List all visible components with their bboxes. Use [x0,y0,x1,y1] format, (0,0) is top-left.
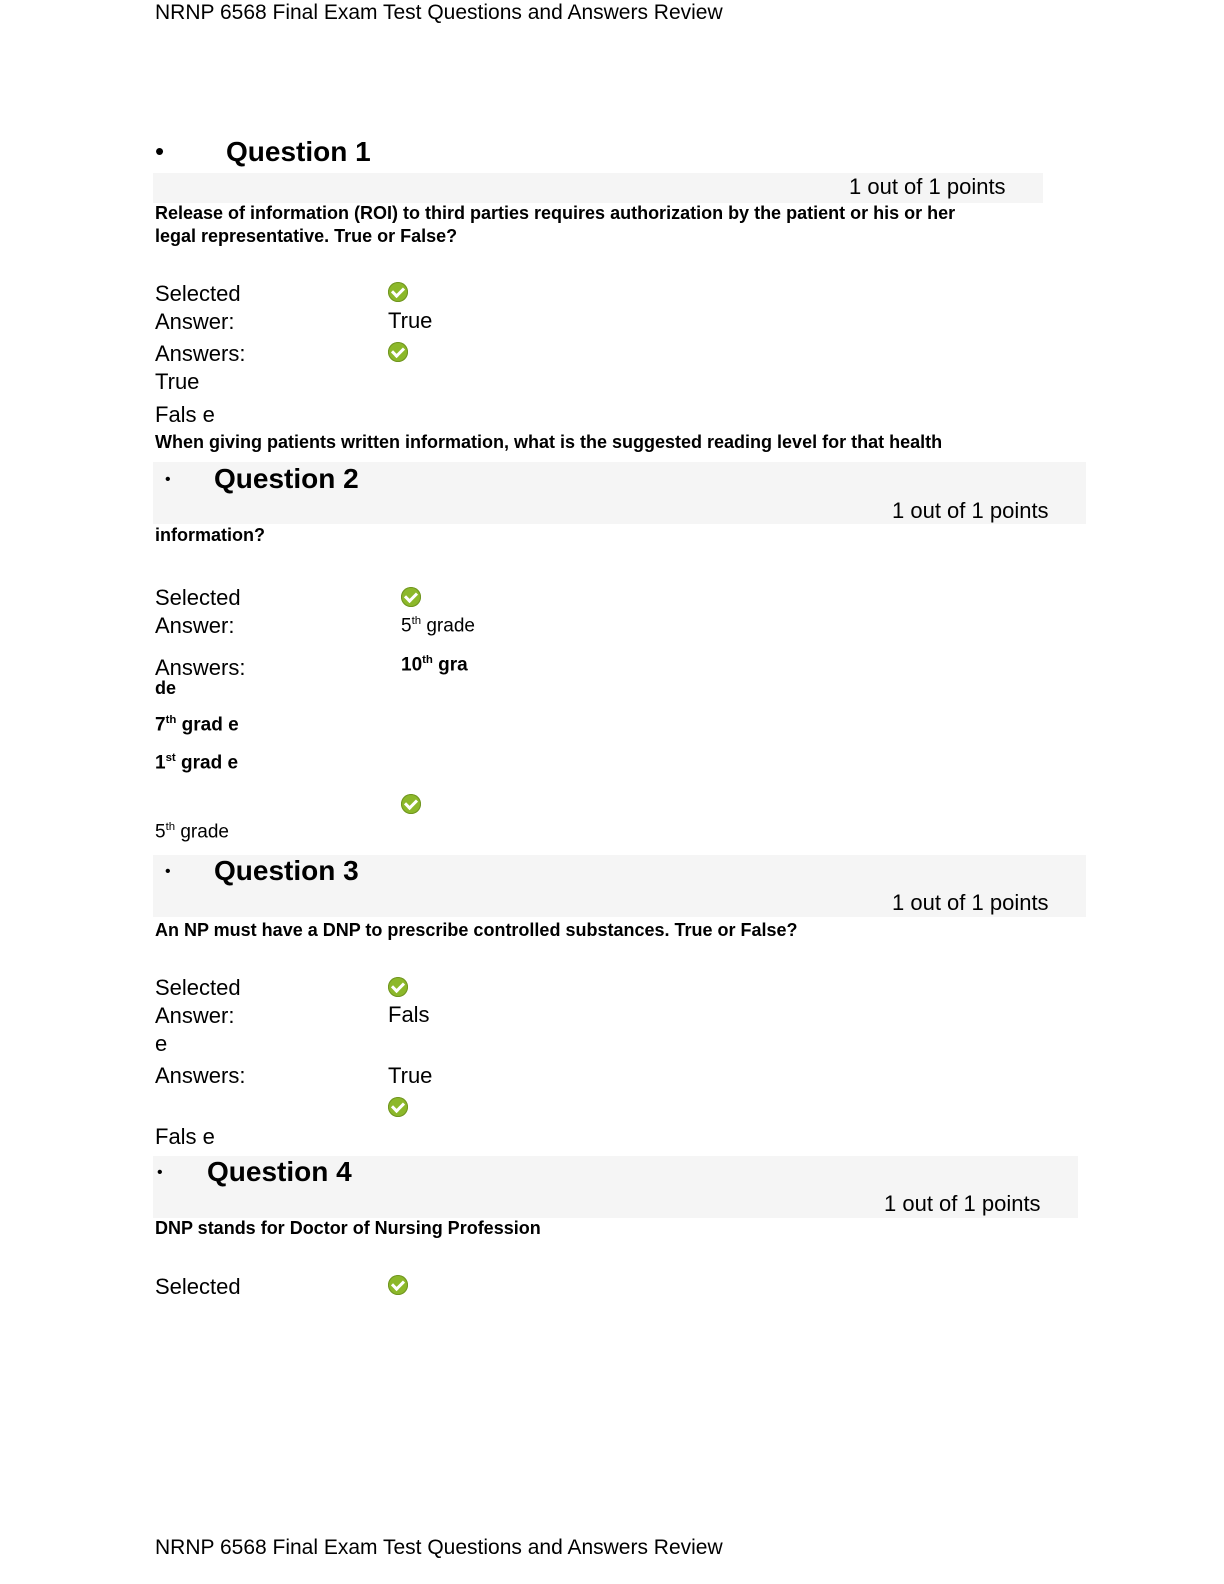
page-footer: NRNP 6568 Final Exam Test Questions and Answers Review [155,1536,723,1559]
question-1-title: Question 1 [226,136,371,167]
question-2-answer-label: Answer: [155,613,235,638]
question-2-text-line1: When giving patients written information, what is the suggested reading level for that health [155,432,943,452]
question-1-answer-option: Fals e [155,402,215,427]
question-3-bullet: • [165,863,171,880]
question-4-points: 1 out of 1 points [884,1191,1041,1216]
question-2-answers-label: Answers: [155,655,246,680]
question-1-text-line2: legal representative. True or False? [155,226,458,246]
correct-check-icon [388,282,408,302]
question-3-selected-label: Selected [155,975,241,1000]
question-2-answer-option: 1st grad e [155,752,239,774]
correct-check-icon [388,977,408,997]
question-2-answer-option: 7th grad e [155,714,239,736]
question-1-answer-label: Answer: [155,309,235,334]
question-4-text: DNP stands for Doctor of Nursing Profession [155,1218,541,1238]
page-header: NRNP 6568 Final Exam Test Questions and Answers Review [155,1,723,24]
question-3-answer-label: Answer: [155,1003,235,1028]
question-3-answers-label: Answers: [155,1063,246,1088]
question-2-answer-option: 10th gra [401,654,468,676]
question-2-answer-option: 5th grade [155,821,229,843]
question-3-answer-option: Fals e [155,1124,215,1149]
question-3-title: Question 3 [214,855,359,886]
question-1-answer-option: True [155,369,200,394]
question-2-selected-label: Selected [155,585,241,610]
question-2-title: Question 2 [214,463,359,494]
question-4-bullet: • [157,1164,163,1181]
question-3-text: An NP must have a DNP to prescribe controlled substances. True or False? [155,920,798,940]
correct-check-icon [401,794,421,814]
question-2-selected-answer: 5th grade [401,615,475,637]
question-1-selected-label: Selected [155,281,241,306]
question-1-answers-label: Answers: [155,341,246,366]
question-2-text-line2: information? [155,525,265,545]
question-1-selected-answer: True [388,308,433,333]
question-3-points: 1 out of 1 points [892,890,1049,915]
correct-check-icon [401,587,421,607]
question-3-selected-answer: Fals [388,1002,430,1027]
question-1-bullet: • [155,136,165,166]
correct-check-icon [388,1275,408,1295]
question-3-answer-label-wrap: e [155,1031,168,1056]
question-2-answer-wrap: de [155,678,177,698]
question-1-text-line1: Release of information (ROI) to third parties requires authorization by the patient or his or her [155,203,956,223]
question-2-bullet: • [165,471,171,488]
question-4-selected-label: Selected [155,1274,241,1299]
correct-check-icon [388,1097,408,1117]
question-2-points: 1 out of 1 points [892,498,1049,523]
question-1-points: 1 out of 1 points [849,174,1006,199]
question-3-answer-option: True [388,1063,433,1088]
correct-check-icon [388,342,408,362]
question-4-title: Question 4 [207,1156,352,1187]
